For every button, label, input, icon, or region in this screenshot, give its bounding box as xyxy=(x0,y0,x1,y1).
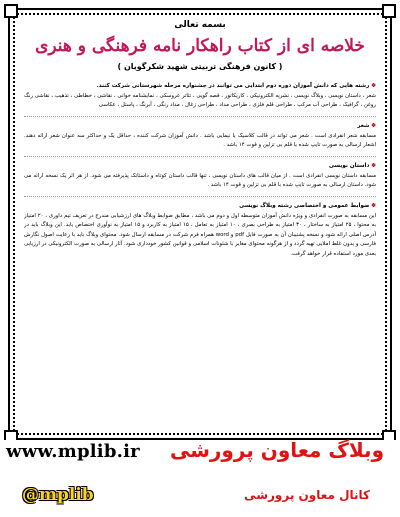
bullet-icon: ✽ xyxy=(369,202,376,209)
bullet-icon: ✽ xyxy=(369,162,376,169)
document-content xyxy=(24,20,376,428)
basmala: بسمه تعالی xyxy=(174,20,226,30)
frame-corner-ornament xyxy=(382,4,396,18)
channel-label: کانال معاون پرورشی xyxy=(244,488,370,502)
intro-heading-text: رشته هایی که دانش آموزان دوره دوم ابتدایی می توانند در جشنواره مرحله شهرستانی شرکت کنند. xyxy=(96,83,370,89)
telegram-handle-link[interactable]: @mplib xyxy=(22,485,94,505)
bullet-icon: ✽ xyxy=(369,83,376,89)
document-subtitle: ( کانون فرهنگی تربیتی شهید شکرگویان ) xyxy=(117,62,283,71)
site-url-link[interactable]: www.mplib.ir xyxy=(6,441,140,462)
blog-section-title: ضوابط عمومی و اختصاصی رشته وبلاگ نویسی xyxy=(239,202,370,209)
frame-corner-ornament xyxy=(4,4,18,18)
intro-paragraph: شعر ، داستان نویسی ، وبلاگ نویسی ، نشریه الکترونیکی ، کاریکاتور ، قصه گویی ، تئاتر عروسکی ، نمایشنامه خوانی ، نقاشی ، خطاطی ، تذهیب ، نقاشی رنگ روغن ، گرافیک ، طراحی آب مرکب ، طراحی قلم فلزی ، طراحی مداد ، طراحی زغال ، مداد رنگی ، آبرنگ ، پاستل ، عکاسی xyxy=(24,93,376,109)
story-paragraph: مسابقه داستان نویسی انفرادی است . از میان قالب های داستان نویسی ، تنها قالب داستان کوتاه و داستانک پذیرفته می شود. از هر اثر یک نسخه ارائه می شود. داستان ارسالی به صورت تایپ شده با قلم بی تزلین و قوت ۱۴ باشد . xyxy=(24,172,376,189)
blog-paragraph: این مسابقه به صورت انفرادی و ویژه دانش آموزان متوسطه اول و دوم می باشد ، مطابق ضوابط وبلاگ های ارزشیابی مندرج در تعریف تیم داوری ، ۲۰ امتیاز به محتوا ، ۲۵ امتیاز به ساختار ، ۳۰ امتیاز به طراحی بصری ، ۱۰ امتیاز به تعامل ، ۱۵ امتیاز به کاربرد و ۱۵ امتیاز به نوآوری اختصاص یابد. این وبلاگ باید در آدرس اصلی ارائه شود و نسخه پشتیبان آن به صورت فایل pdf و word همراه فرم شرکت در مسابقه ارسال شود. محتوای وبلاگ باید با رعایت اصول نگارش فارسی و بدون غلط املایی تهیه گردد و از هرگونه محتوای مغایر با شئونات اسلامی و قوانین کشور خودداری شود. آثار ارسالی به صورت الکترونیکی در ارزیابی بعدی مورد استفاده قرار خواهد گرفت. xyxy=(24,212,376,257)
story-section-title: داستان نویسی xyxy=(328,162,370,169)
poetry-paragraph: مسابقه شعر انفرادی است . شعر می تواند در قالب کلاسیک یا نیمایی باشد . دانش آموزان شرکت کننده ، حداقل یک و حداکثر سه عنوان شعر ارائه دهند. اشعار ارسالی به صورت تایپ شده یا قلم بی تزلین و قوت ۱۴ باشد . xyxy=(24,132,376,149)
section-divider xyxy=(24,156,376,157)
document-frame xyxy=(8,8,392,440)
blog-brand: وبلاگ معاون پرورشی xyxy=(169,438,384,462)
blog-section-heading xyxy=(24,203,376,209)
section-divider xyxy=(24,116,376,117)
watermark-footer xyxy=(0,440,400,517)
section-divider xyxy=(24,196,376,197)
story-section-heading xyxy=(24,163,376,169)
poetry-section-heading xyxy=(24,123,376,129)
poetry-section-title: شعر xyxy=(357,122,370,129)
intro-heading xyxy=(24,83,376,89)
document-title: خلاصه ای از کتاب راهکار نامه فرهنگی و هنری xyxy=(35,36,365,56)
bullet-icon: ✽ xyxy=(369,122,376,129)
